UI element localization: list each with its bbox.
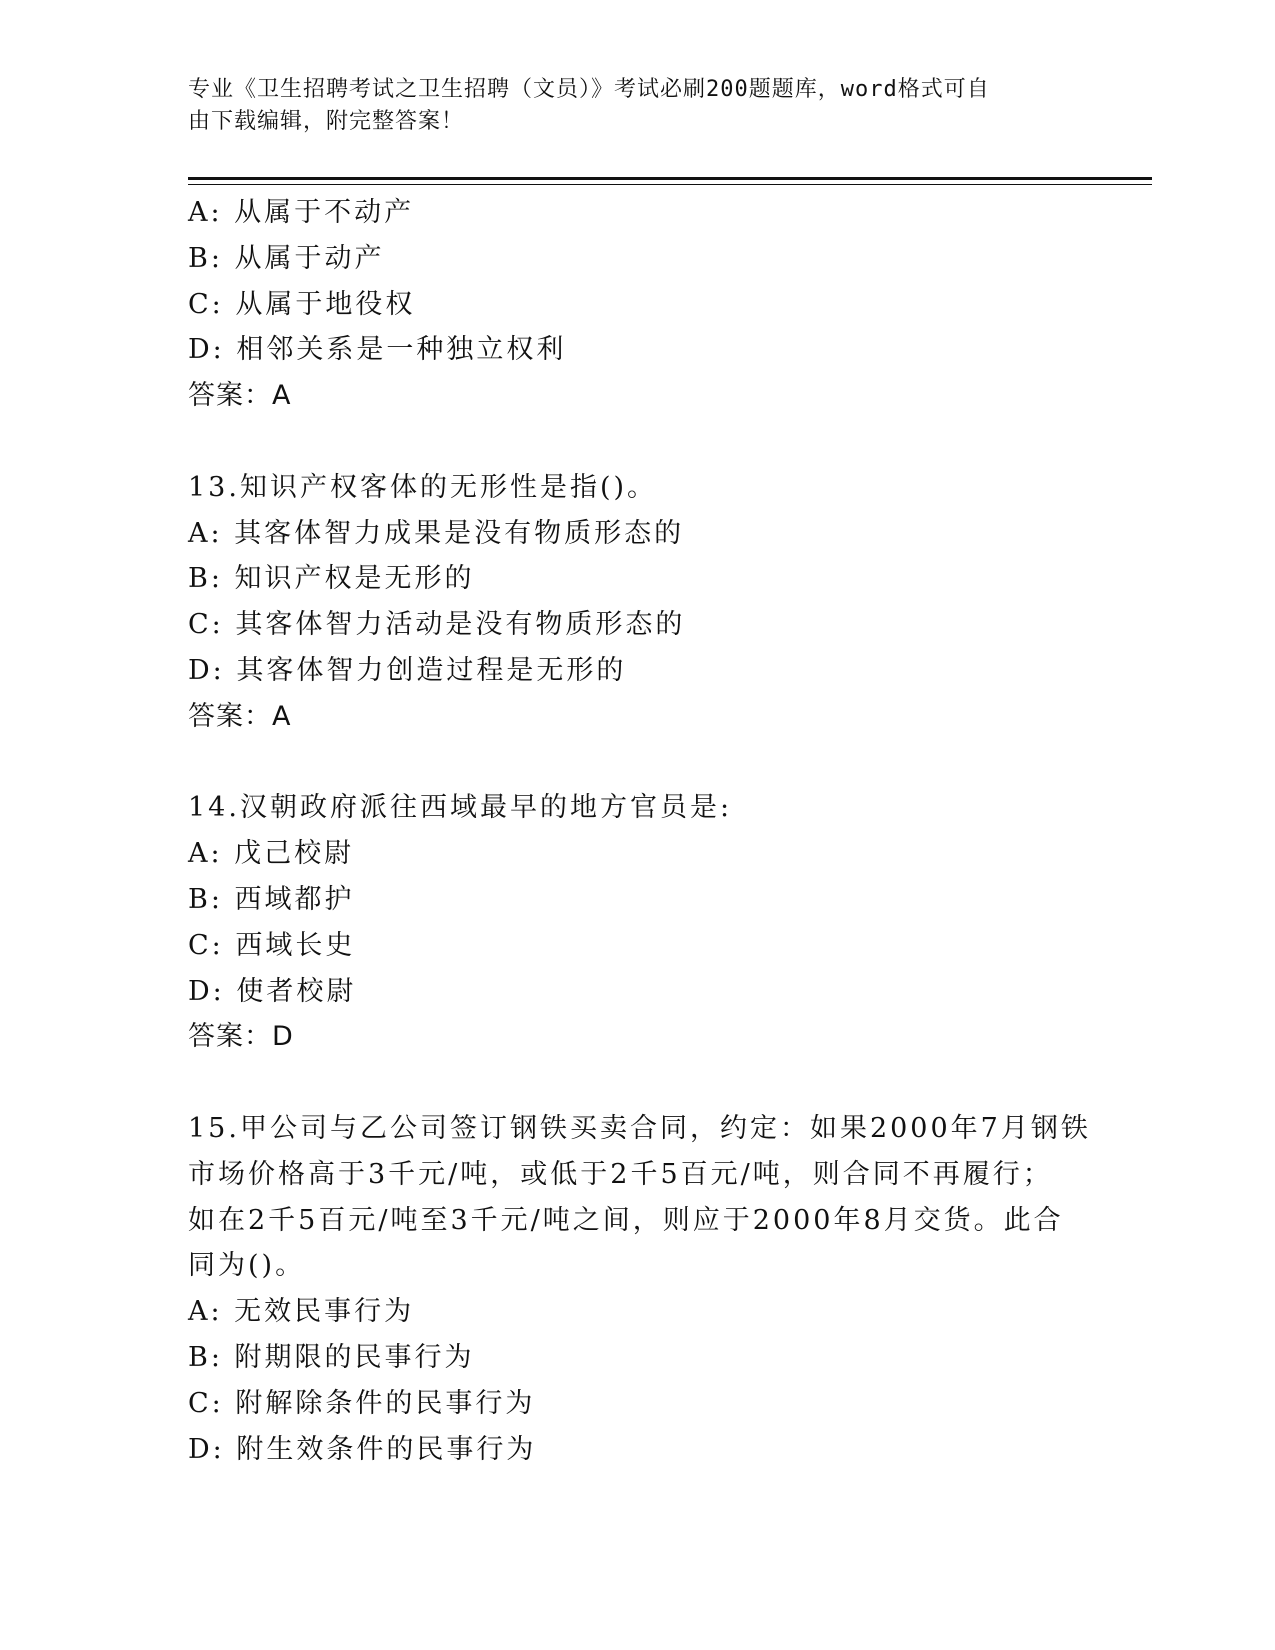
question-13 [188,465,1088,740]
question-stem: 13.知识产权客体的无形性是指()。 [188,471,658,503]
question-stem: 14.汉朝政府派往西域最早的地方官员是: [188,792,733,824]
spacer [188,1060,1088,1106]
option-d: D: 附生效条件的民事行为 [188,1433,537,1465]
question-content [188,190,1091,1472]
answer-line: 答案：D [188,1021,294,1053]
option-a: A: 从属于不动产 [188,197,415,228]
option-d: D: 其客体智力创造过程是无形的 [188,654,627,686]
option-d: D: 相邻关系是一种独立权利 [188,334,567,366]
option-b: B: 西域都护 [188,883,355,915]
spacer [188,740,1088,786]
question-stem-line-4: 同为()。 [188,1250,306,1282]
header-rule-thin [188,184,1152,185]
document-header [188,74,1068,138]
option-c: C: 其客体智力活动是没有物质形态的 [188,609,686,641]
spacer [188,419,1088,465]
option-b: B: 附期限的民事行为 [188,1341,475,1373]
option-c: C: 西域长史 [188,929,356,961]
answer-line: 答案：A [188,380,292,412]
option-b: B: 知识产权是无形的 [188,563,475,595]
header-line-1: 专业《卫生招聘考试之卫生招聘（文员）》考试必刷200题题库，word格式可自 [188,77,990,102]
option-a: A: 戊己校尉 [188,838,355,870]
question-stem-line-3: 如在2千5百元/吨至3千元/吨之间，则应于2000年8月交货。此合 [188,1204,1064,1236]
question-12 [188,190,1088,419]
header-line-2: 由下载编辑，附完整答案！ [188,109,465,134]
question-14 [188,785,1088,1060]
answer-line: 答案：A [188,700,292,732]
question-stem-line-2: 市场价格高于3千元/吨，或低于2千5百元/吨，则合同不再履行； [188,1158,1053,1190]
option-b: B: 从属于动产 [188,242,385,274]
option-a: A: 其客体智力成果是没有物质形态的 [188,517,685,549]
header-rule-thick [188,177,1152,180]
option-c: C: 附解除条件的民事行为 [188,1387,536,1419]
option-c: C: 从属于地役权 [188,288,416,320]
option-d: D: 使者校尉 [188,975,357,1007]
option-a: A: 无效民事行为 [188,1296,415,1328]
question-15 [188,1106,1091,1472]
question-stem-line-1: 15.甲公司与乙公司签订钢铁买卖合同，约定：如果2000年7月钢铁 [188,1112,1091,1144]
